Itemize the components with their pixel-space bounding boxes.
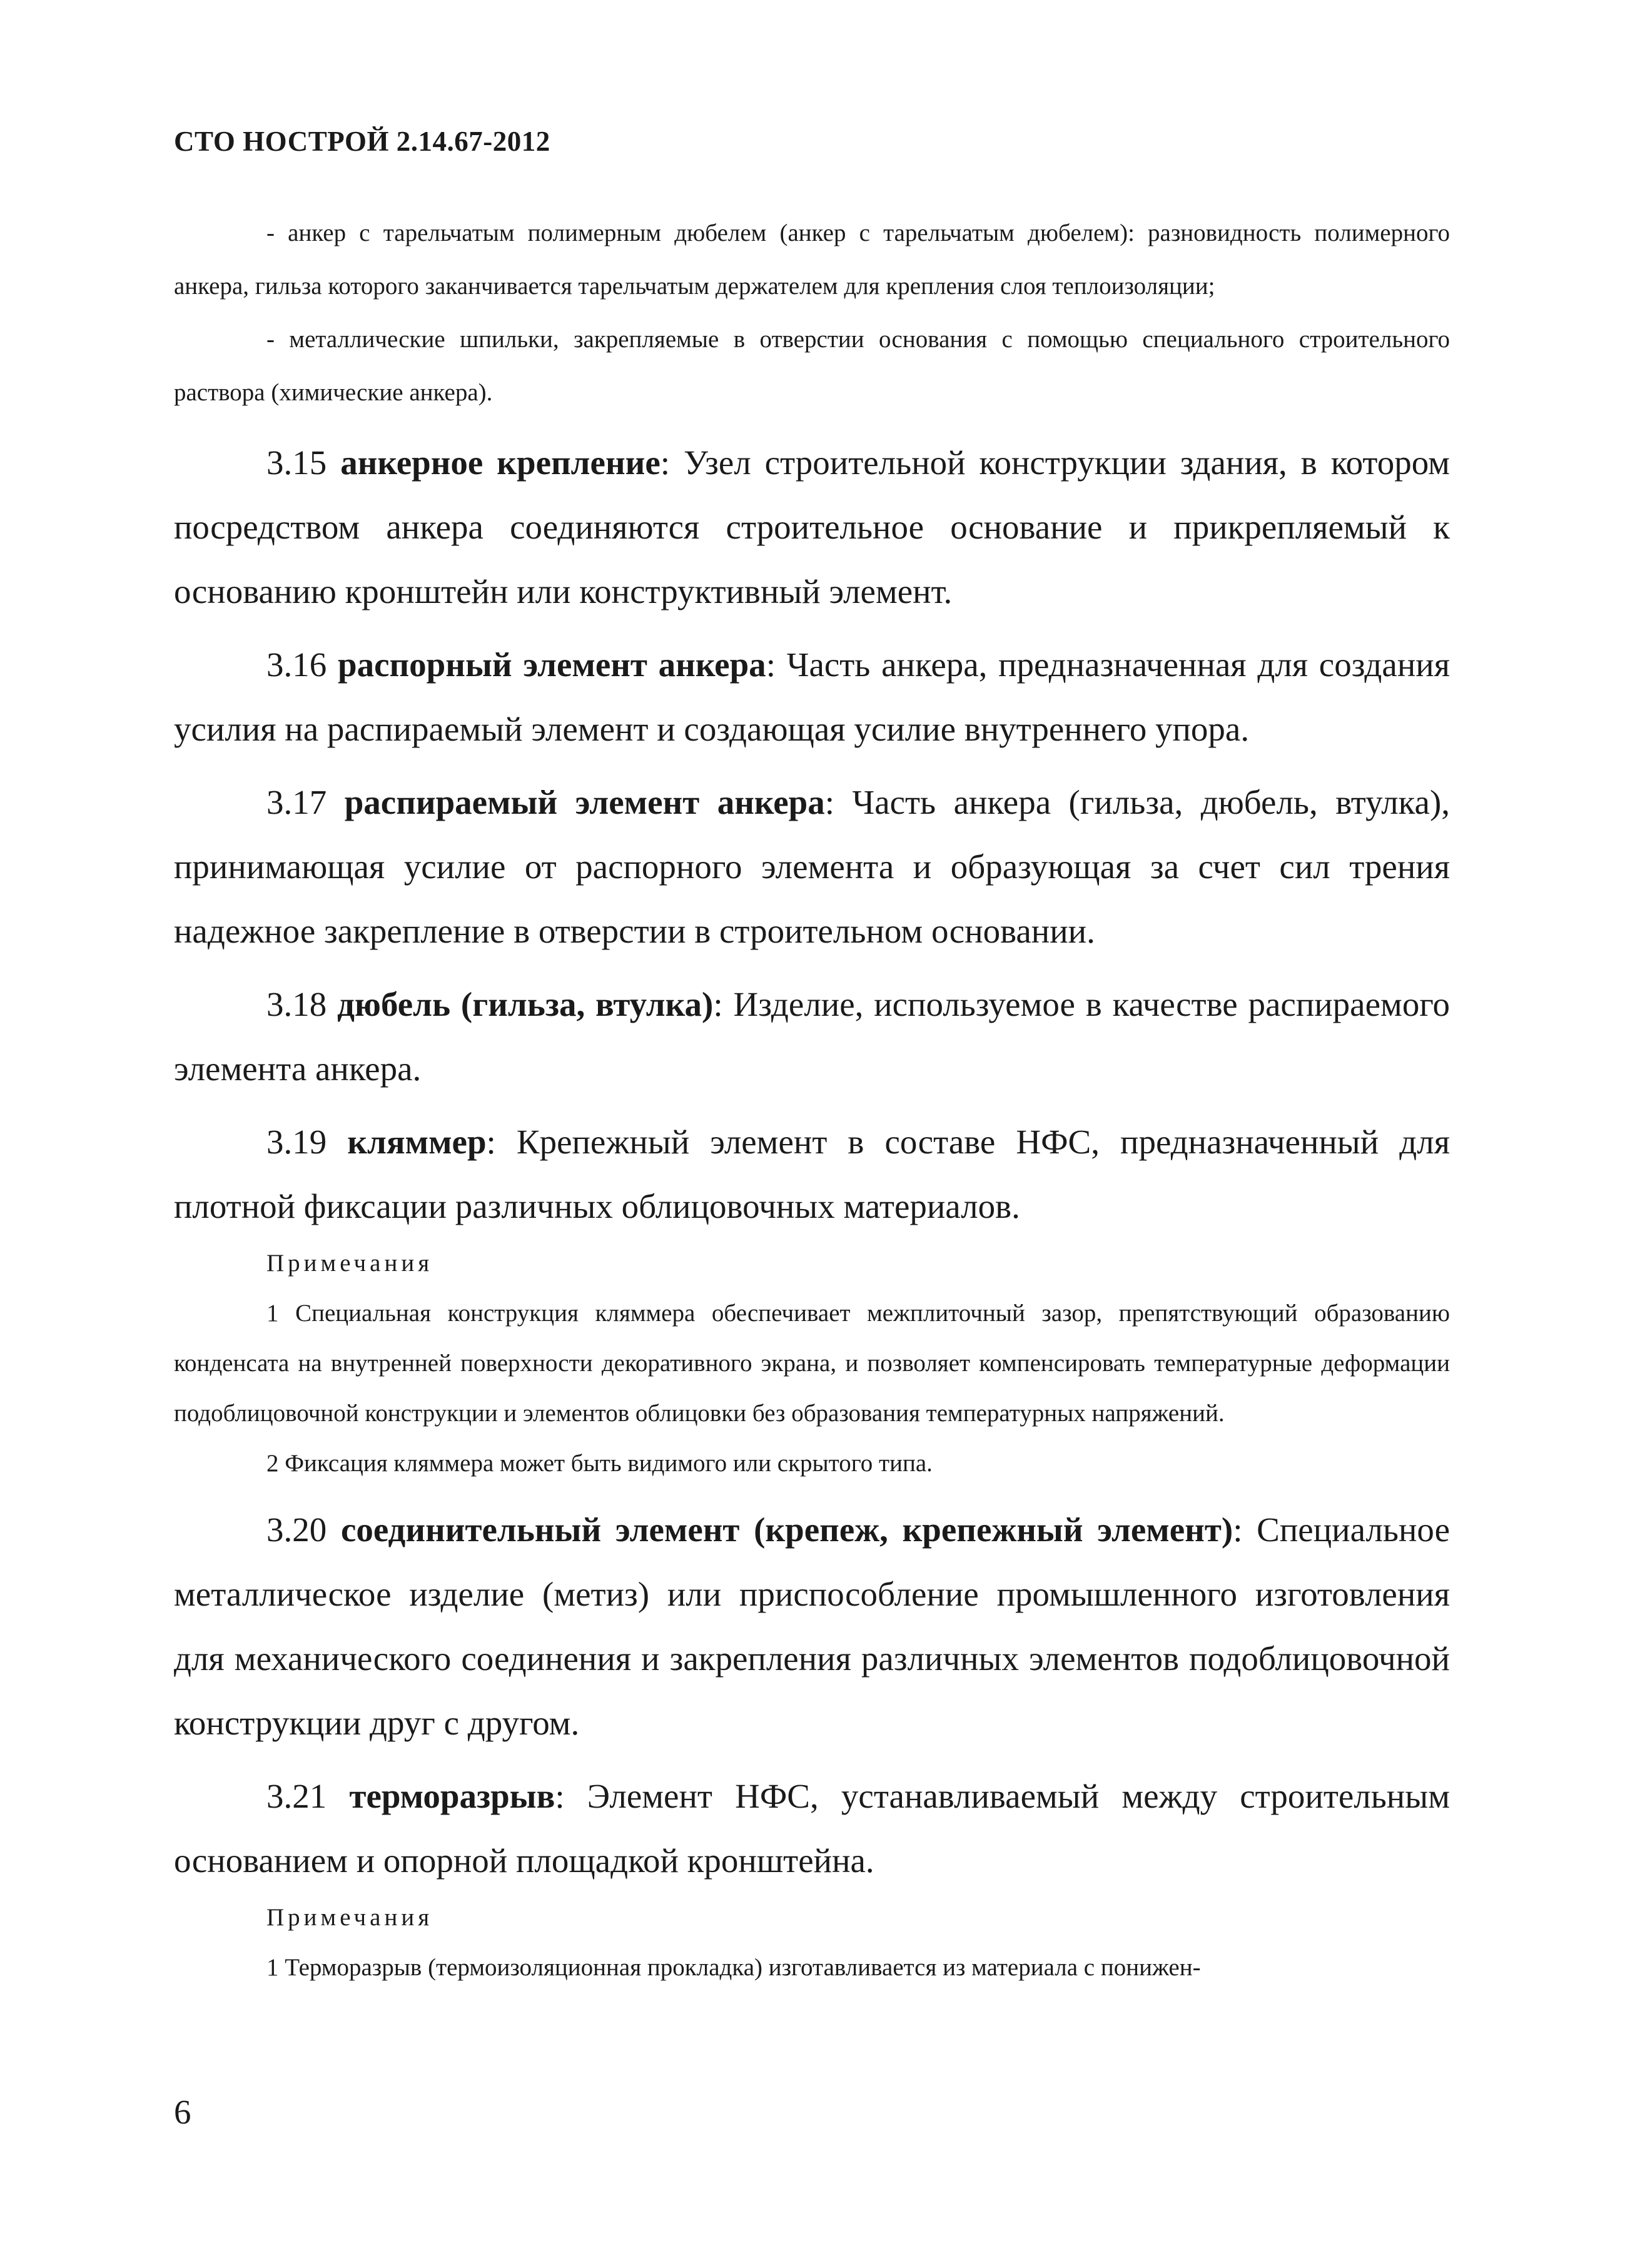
definition-text: : Крепежный элемент в составе НФС, предназначенный для плотной фиксации различных облицовочных материалов. (174, 1123, 1450, 1225)
definition-number: 3.15 (266, 443, 327, 482)
definition-term: распираемый элемент анкера (344, 783, 825, 821)
page-content (174, 206, 1450, 1993)
definition-number: 3.20 (266, 1511, 327, 1549)
page-number: 6 (174, 2093, 191, 2131)
definition-3-15 (174, 430, 1450, 624)
definition-3-17 (174, 770, 1450, 963)
note-item: 1 Специальная конструкция кляммера обеспечивает межплиточный зазор, препятствующий образованию конденсата на внутренней поверхности декоративного экрана, и позволяет компенсировать температурные деформации подоблицовочной конструкции и элементов облицовки без образования температурных напряжений. (174, 1300, 1450, 1427)
note-item: 1 Терморазрыв (термоизоляционная прокладка) изготавливается из материала с понижен- (266, 1954, 1201, 1981)
definition-3-19 (174, 1110, 1450, 1238)
intro-item: - анкер с тарельчатым полимерным дюбелем (анкер с тарельчатым дюбелем): разновидность полимерного анкера, гильза которого заканчивается тарельчатым держателем для крепления слоя теплоизоляции; (174, 220, 1450, 300)
definition-term: терморазрыв (349, 1777, 555, 1815)
definition-text: : Элемент НФС, устанавливаемый между строительным основанием и опорной площадкой кронштейна. (174, 1777, 1450, 1880)
intro-item: - металлические шпильки, закрепляемые в отверстии основания с помощью специального строительного раствора (химические анкера). (174, 326, 1450, 406)
definition-number: 3.18 (266, 985, 327, 1023)
definition-text: : Узел строительной конструкции здания, в котором посредством анкера соединяются строительное основание и прикрепляемый к основанию кронштейн или конструктивный элемент. (174, 443, 1450, 610)
definition-number: 3.21 (266, 1777, 327, 1815)
definition-term: распорный элемент анкера (337, 645, 766, 684)
notes-label: Примечания (266, 1904, 433, 1931)
note-item: 2 Фиксация кляммера может быть видимого или скрытого типа. (266, 1450, 933, 1477)
definition-3-18 (174, 972, 1450, 1101)
definition-text: : Изделие, используемое в качестве распираемого элемента анкера. (174, 985, 1450, 1088)
definition-term: кляммер (347, 1123, 487, 1161)
definition-term: соединительный элемент (крепеж, крепежный элемент) (340, 1511, 1233, 1549)
definition-term: дюбель (гильза, втулка) (337, 985, 714, 1023)
definition-3-21 (174, 1764, 1450, 1893)
definition-number: 3.16 (266, 645, 327, 684)
definition-text: : Часть анкера, предназначенная для создания усилия на распираемый элемент и создающая усилие внутреннего упора. (174, 645, 1450, 748)
definition-3-20 (174, 1497, 1450, 1755)
definition-text: : Часть анкера (гильза, дюбель, втулка), принимающая усилие от распорного элемента и образующая за счет сил трения надежное закрепление в отверстии в строительном основании. (174, 783, 1450, 950)
notes-label: Примечания (266, 1250, 433, 1277)
definition-text: : Специальное металлическое изделие (метиз) или приспособление промышленного изготовления для механического соединения и закрепления различных элементов подоблицовочной конструкции друг с другом. (174, 1511, 1450, 1742)
document-header: СТО НОСТРОЙ 2.14.67-2012 (174, 126, 550, 157)
definition-term: анкерное крепление (340, 443, 661, 482)
definition-number: 3.17 (266, 783, 327, 821)
definition-number: 3.19 (266, 1123, 327, 1161)
definition-3-16 (174, 632, 1450, 761)
